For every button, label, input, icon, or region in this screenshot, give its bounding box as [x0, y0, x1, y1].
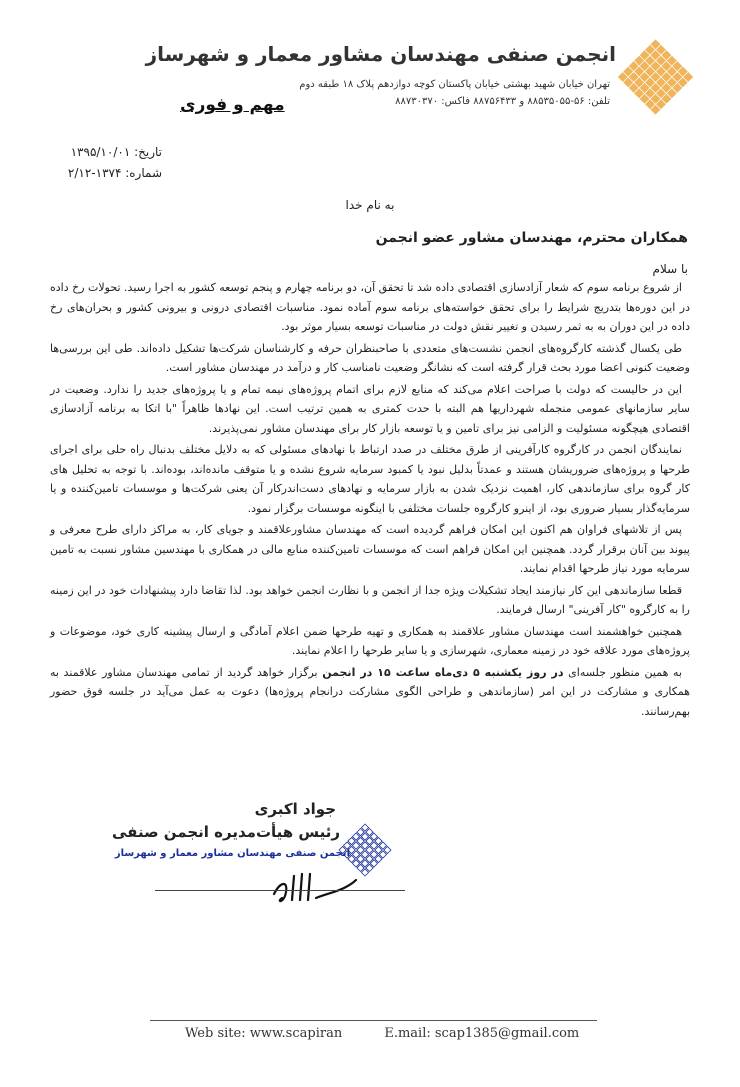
meeting-text-before: به همین منظور جلسه‌ای: [563, 665, 682, 679]
body-paragraph: همچنین خواهشمند است مهندسان مشاور علاقمند به همکاری و تهیه طرحها ضمن اعلام آمادگی و ارسال پیشینه کاری خود، موضوعات و پروژه‌های مورد علاقه خود در زمینه معماری، شهرسازی و یا سایر طرحها را اعلام نمایند.: [50, 624, 690, 657]
letter-number: شماره: ۱۳۷۴-۲/۱۲: [67, 166, 162, 180]
signature-underline: [155, 890, 405, 891]
body-paragraph: قطعا سازماندهی این کار نیازمند ایجاد تشکیلات ویژه جدا از انجمن و با نظارت انجمن خواهد بود. لذا تقاضا دارد پیشنهادات خود در این زمینه را به کارگروه "کار آفرینی" ارسال فرمایند.: [50, 583, 690, 616]
meeting-time-emphasis: در روز یکشنبه ۵ دی‌ماه ساعت ۱۵ در انجمن: [322, 665, 564, 679]
letter-salutation: همکاران محترم، مهندسان مشاور عضو انجمن: [375, 230, 688, 246]
footer-email: E.mail: scap1385@gmail.com: [384, 1026, 580, 1041]
footer-divider: [150, 1020, 597, 1021]
signer-name: جواد اکبری: [254, 800, 336, 818]
diamond-grid-logo: [613, 37, 698, 117]
urgency-label: مهم و فوری: [180, 95, 285, 115]
meeting-text-after: برگزار خواهد گردید از تمامی مهندسان مشاور علاقمند به همکاری و مشارکت در این امر (سازماندهی و طراحی الگوی مشارکت درانجام پروژه‌ها) دعوت به عمل می‌آید در جلسه فوق حضور بهم‌رسانند.: [50, 665, 690, 718]
body-paragraph: این در حالیست که دولت با صراحت اعلام می‌کند که منابع لازم برای اتمام پروژه‌های نیمه تمام و یا پروژه‌های جدید را ندارد. وضعیت در سایر سازمانهای عمومی منجمله شهرداریها هم البته با حدت کمتری به همین ترتیب است. این نهادها ظاهراً "با اتکا به برنامه آزادسازی اقتصادی هیچگونه مسئولیت و الزامی نیز برای تامین و یا توسعه بازار کار برای مهندسان مشاور نمی‌پذیرند.: [50, 382, 690, 435]
letter-date: تاریخ: ۱۳۹۵/۱۰/۰۱: [70, 145, 162, 159]
body-paragraph: از شروع برنامه سوم که شعار آزادسازی اقتصادی داده شد تا تحقق آن، دو برنامه چهارم و پنجم توسعه کشور به اجرا رسید. تحولات رخ داده در این دوره‌ها بتدریج شرایط را برای تحقق خواسته‌های برنامه سوم آماده نمود. مناسبات اقتصادی درونی و بیرونی کشور و بحران‌های رخ داده در این دوران به به ثمر رسیدن و تغییر نقش دولت در مناسبات توسعه بسیار موثر بود.: [50, 281, 690, 333]
organization-phones: تلفن: ۵۶-۸۸۵۳۵۰۵۵ و ۸۸۷۵۶۴۳۳ فاکس: ۸۸۷۳۰۳۷۰: [395, 96, 610, 107]
signer-title: رئیس هیأت‌مدیره انجمن صنفی: [112, 823, 340, 841]
handwritten-signature: [270, 868, 360, 908]
organization-address: تهران خیابان شهید بهشتی خیابان پاکستان کوچه دوازدهم پلاک ۱۸ طبقه دوم: [299, 79, 610, 90]
body-paragraph: پس از تلاشهای فراوان هم اکنون این امکان فراهم گردیده است که مهندسان مشاورعلاقمند و جویای کار، به مراکز دارای طرح معرفی و پیوند بین آنان برقرار گردد. همچنین این امکان فراهم است که موسسات تامین‌کننده منابع مالی در همکاری با مهندسین مشاور نسبت به تامین سرمایه مورد نیاز طرحها اقدام نمایند.: [50, 523, 690, 575]
body-paragraph: طی یکسال گذشته کارگروه‌های انجمن نشست‌های متعددی با صاحبنظران حرفه و کارشناسان شرکت‌ها تشکیل داده‌اند. طی این بررسی‌ها وضعیت کنونی اعضا مورد بحث قرار گرفته است که نشانگر وضعیت نامناسب کار و درآمد در مهندسان مشاور است.: [50, 341, 690, 374]
opening-invocation: به نام خدا: [345, 198, 395, 212]
footer: [185, 1026, 605, 1041]
organization-name: انجمن صنفی مهندسان مشاور معمار و شهرساز: [145, 42, 616, 66]
letter-body: [50, 278, 690, 723]
letter-greeting: با سلام: [652, 262, 688, 276]
body-paragraph: نمایندگان انجمن در کارگروه کارآفرینی از طرق مختلف در صدد ارتباط با نهادهای مسئولی که به دلایل مختلف بدنبال راه حلی برای اجرای طرحها و پروژه‌های ضروریشان هستند و عمدتاً بدلیل نبود یا کمبود سرمایه شروع نشده و یا متوقف مانده‌اند، بوده‌اند. با توجه به تحلیل های کار گروه برای سازماندهی کار، اهمیت نزدیک شدن به بازار سرمایه و نهادهای دست‌اندرکار آن یعنی شرکت‌ها و موسسات تامین‌کننده و یا سرمایه‌گذار بسیار ضروری بود، از اینرو کارگروه جلسات مختلفی با اینگونه موسسات برگزار نمود.: [50, 443, 690, 515]
stamp-text: انجمن صنفی مهندسان مشاور معمار و شهرساز: [114, 848, 350, 859]
footer-website: Web site: www.scapiran: [185, 1026, 343, 1041]
body-paragraph-meeting: [50, 663, 690, 722]
